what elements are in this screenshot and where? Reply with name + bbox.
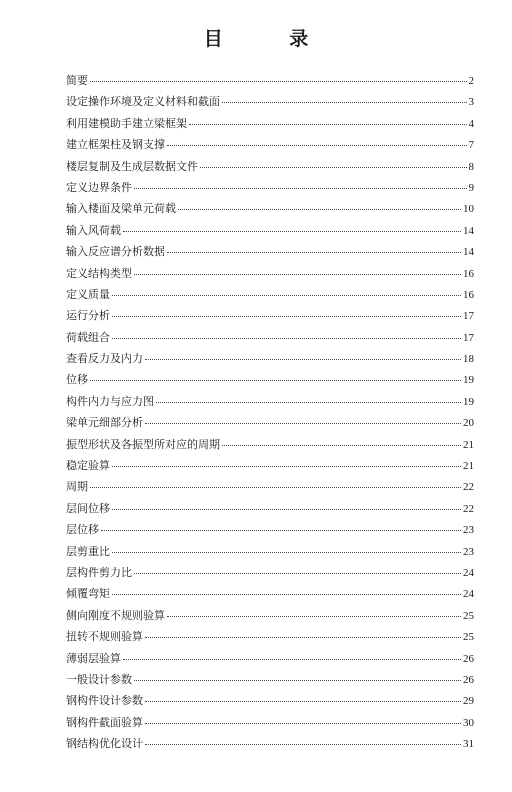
- toc-entry[interactable]: [66, 735, 474, 756]
- toc-entry-label: 周期: [66, 480, 88, 494]
- dot-leader: [189, 124, 467, 125]
- dot-leader: [167, 252, 461, 253]
- toc-entry-label: 薄弱层验算: [66, 651, 121, 665]
- dot-leader: [178, 209, 461, 210]
- toc-entry-page-number: 31: [463, 738, 474, 751]
- dot-leader: [123, 231, 461, 232]
- toc-entry-label: 定义结构类型: [66, 266, 132, 280]
- toc-entry-label: 利用建模助手建立梁框架: [66, 116, 187, 130]
- toc-entry-label: 钢构件设计参数: [66, 694, 143, 708]
- toc-entry[interactable]: [66, 329, 474, 350]
- toc-entry[interactable]: [66, 243, 474, 264]
- toc-entry-page-number: 16: [463, 267, 474, 280]
- toc-entry-label: 位移: [66, 373, 88, 387]
- dot-leader: [112, 594, 461, 595]
- dot-leader: [90, 380, 461, 381]
- dot-leader: [145, 723, 461, 724]
- toc-entry[interactable]: [66, 564, 474, 585]
- toc-entry-label: 梁单元细部分析: [66, 416, 143, 430]
- toc-entry[interactable]: [66, 72, 474, 93]
- toc-entry[interactable]: [66, 393, 474, 414]
- toc-entry-page-number: 21: [463, 460, 474, 473]
- toc-entry[interactable]: [66, 436, 474, 457]
- dot-leader: [134, 573, 461, 574]
- dot-leader: [112, 509, 461, 510]
- toc-entry-label: 钢构件截面验算: [66, 715, 143, 729]
- toc-entry-label: 扭转不规则验算: [66, 630, 143, 644]
- dot-leader: [200, 167, 467, 168]
- dot-leader: [145, 637, 461, 638]
- toc-entry-label: 输入风荷载: [66, 223, 121, 237]
- toc-entry-page-number: 17: [463, 331, 474, 344]
- toc-entry[interactable]: [66, 179, 474, 200]
- toc-entry-page-number: 22: [463, 481, 474, 494]
- toc-entry-label: 层剪重比: [66, 544, 110, 558]
- dot-leader: [145, 359, 461, 360]
- toc-entry[interactable]: [66, 414, 474, 435]
- toc-entry[interactable]: [66, 521, 474, 542]
- toc-entry-page-number: 19: [463, 395, 474, 408]
- toc-entry[interactable]: [66, 371, 474, 392]
- toc-entry-page-number: 3: [468, 96, 474, 109]
- toc-entry[interactable]: [66, 115, 474, 136]
- toc-entry[interactable]: [66, 692, 474, 713]
- toc-entry-label: 层间位移: [66, 501, 110, 515]
- toc-entry-label: 荷载组合: [66, 330, 110, 344]
- dot-leader: [145, 744, 461, 745]
- toc-entry-label: 定义质量: [66, 287, 110, 301]
- toc-entry-label: 稳定验算: [66, 459, 110, 473]
- toc-entry-label: 定义边界条件: [66, 180, 132, 194]
- toc-entry-page-number: 24: [463, 588, 474, 601]
- dot-leader: [112, 338, 461, 339]
- toc-entry[interactable]: [66, 93, 474, 114]
- toc-entry-page-number: 25: [463, 631, 474, 644]
- dot-leader: [145, 423, 461, 424]
- toc-entry[interactable]: [66, 543, 474, 564]
- toc-entry-page-number: 26: [463, 652, 474, 665]
- toc-entry-label: 运行分析: [66, 309, 110, 323]
- dot-leader: [167, 616, 461, 617]
- toc-entry-label: 层位移: [66, 523, 99, 537]
- dot-leader: [222, 102, 467, 103]
- toc-entry[interactable]: [66, 457, 474, 478]
- toc-entry[interactable]: [66, 286, 474, 307]
- toc-entry-label: 倾覆弯矩: [66, 587, 110, 601]
- toc-entry-page-number: 25: [463, 609, 474, 622]
- dot-leader: [101, 530, 461, 531]
- toc-entry[interactable]: [66, 628, 474, 649]
- toc-entry[interactable]: [66, 650, 474, 671]
- toc-entry[interactable]: [66, 136, 474, 157]
- toc-entry-page-number: 18: [463, 353, 474, 366]
- dot-leader: [90, 81, 467, 82]
- toc-entry-page-number: 17: [463, 310, 474, 323]
- toc-entry-label: 输入楼面及梁单元荷载: [66, 202, 176, 216]
- toc-entry-page-number: 14: [463, 246, 474, 259]
- toc-entry[interactable]: [66, 607, 474, 628]
- toc-entry-page-number: 2: [468, 75, 474, 87]
- dot-leader: [145, 701, 461, 702]
- toc-entry-page-number: 26: [463, 673, 474, 686]
- toc-entry-page-number: 9: [468, 181, 474, 194]
- toc-entry-page-number: 23: [463, 545, 474, 558]
- dot-leader: [90, 487, 461, 488]
- toc-entry-label: 查看反力及内力: [66, 352, 143, 366]
- toc-entry-page-number: 21: [463, 438, 474, 451]
- dot-leader: [112, 552, 461, 553]
- toc-entry-page-number: 10: [463, 203, 474, 216]
- toc-entry-page-number: 16: [463, 288, 474, 301]
- toc-entry-label: 设定操作环境及定义材料和截面: [66, 95, 220, 109]
- toc-entry-page-number: 8: [468, 160, 474, 173]
- toc-entry-label: 简要: [66, 74, 88, 87]
- toc-entry-label: 建立框架柱及钢支撑: [66, 138, 165, 152]
- dot-leader: [134, 274, 461, 275]
- toc-entry-page-number: 23: [463, 524, 474, 537]
- toc-entry-page-number: 19: [463, 374, 474, 387]
- toc-entry-label: 振型形状及各振型所对应的周期: [66, 437, 220, 451]
- page-title: 目 录: [203, 28, 339, 50]
- toc-entry-page-number: 14: [463, 224, 474, 237]
- toc-entry-page-number: 20: [463, 417, 474, 430]
- toc-entry-label: 楼层复制及生成层数据文件: [66, 159, 198, 173]
- toc-entry-page-number: 24: [463, 566, 474, 579]
- toc-entry-label: 输入反应谱分析数据: [66, 245, 165, 259]
- toc-entry-label: 钢结构优化设计: [66, 737, 143, 751]
- dot-leader: [112, 295, 461, 296]
- toc-entry-page-number: 7: [468, 139, 474, 152]
- toc-entry[interactable]: [66, 200, 474, 221]
- table-of-contents: [66, 72, 474, 757]
- dot-leader: [112, 466, 461, 467]
- toc-entry[interactable]: [66, 222, 474, 243]
- toc-entry[interactable]: [66, 158, 474, 179]
- toc-entry-label: 侧向刚度不规则验算: [66, 608, 165, 622]
- toc-entry-label: 层构件剪力比: [66, 565, 132, 579]
- toc-entry[interactable]: [66, 478, 474, 499]
- toc-entry[interactable]: [66, 500, 474, 521]
- dot-leader: [123, 659, 461, 660]
- toc-entry-page-number: 30: [463, 716, 474, 729]
- dot-leader: [134, 188, 467, 189]
- toc-entry[interactable]: [66, 350, 474, 371]
- toc-entry-page-number: 4: [468, 117, 474, 130]
- toc-entry[interactable]: [66, 671, 474, 692]
- toc-entry[interactable]: [66, 585, 474, 606]
- toc-entry[interactable]: [66, 265, 474, 286]
- toc-entry[interactable]: [66, 714, 474, 735]
- dot-leader: [167, 145, 467, 146]
- toc-entry[interactable]: [66, 307, 474, 328]
- toc-entry-label: 构件内力与应力图: [66, 394, 154, 408]
- dot-leader: [112, 316, 461, 317]
- dot-leader: [134, 680, 461, 681]
- dot-leader: [156, 402, 461, 403]
- toc-entry-page-number: 29: [463, 695, 474, 708]
- dot-leader: [222, 445, 461, 446]
- toc-entry-label: 一般设计参数: [66, 672, 132, 686]
- toc-entry-page-number: 22: [463, 502, 474, 515]
